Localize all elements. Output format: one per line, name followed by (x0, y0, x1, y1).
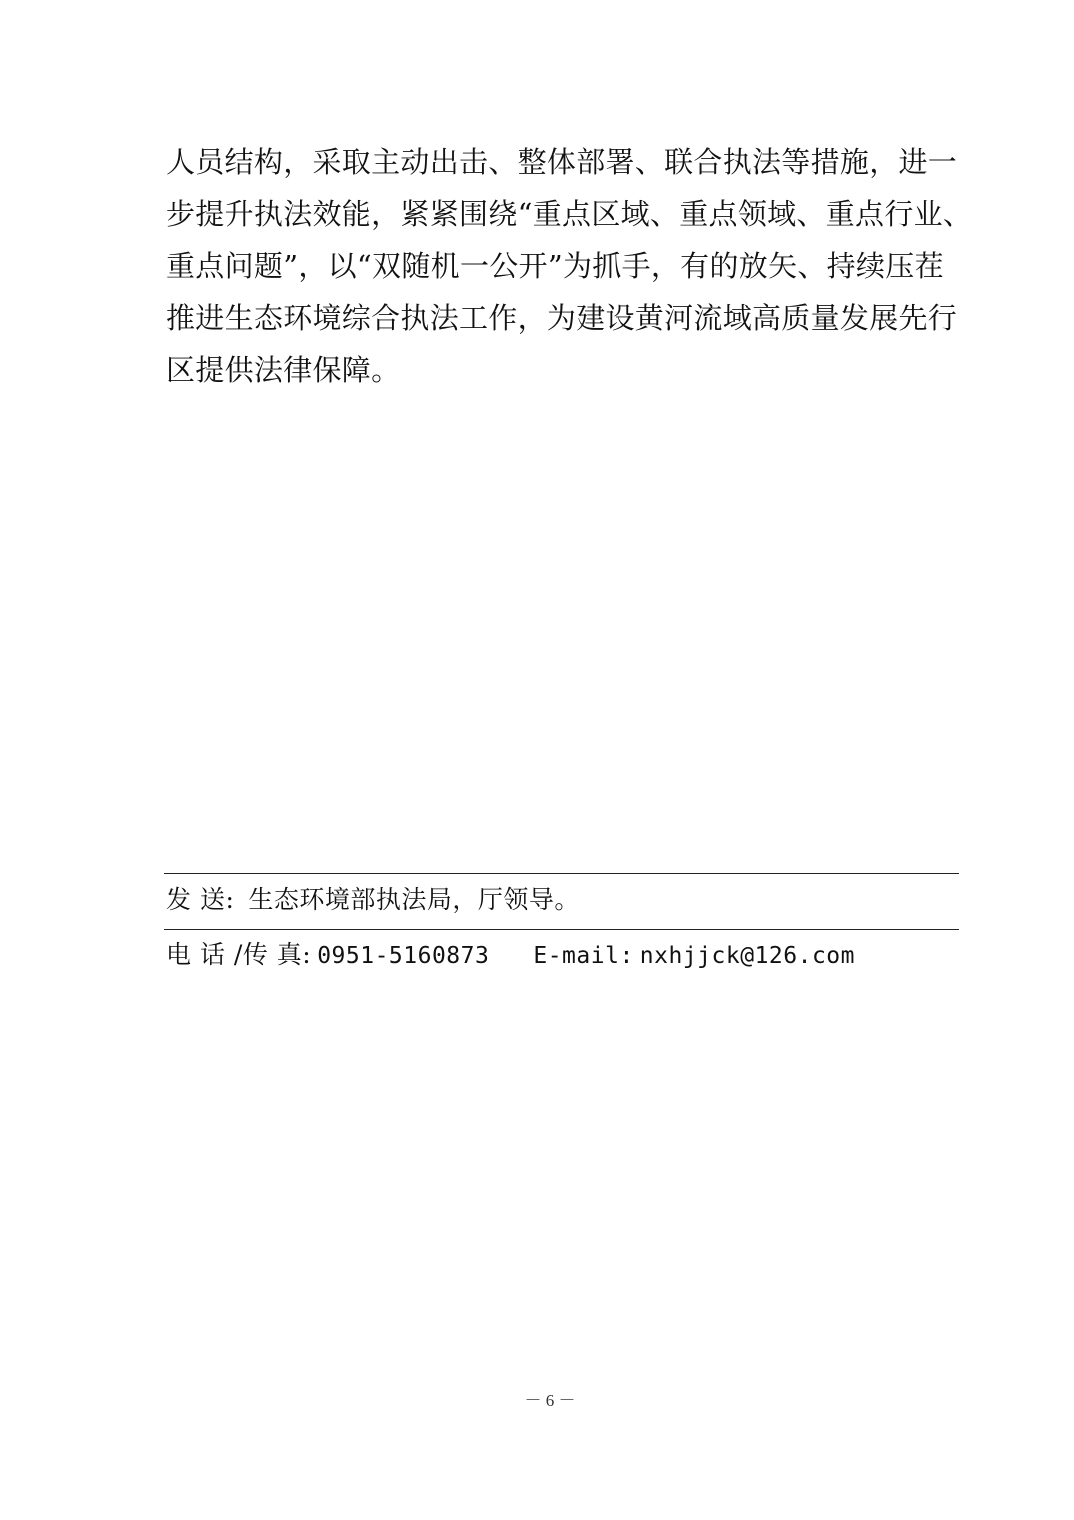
page-number: － 6 － (524, 1391, 576, 1410)
email-label: E-mail: (533, 943, 634, 969)
body-line-3: 重点问题”，以“双随机一公开”为抓手，有的放矢、持续压茬 (166, 249, 944, 283)
body-line-5: 区提供法律保障。 (166, 353, 401, 387)
body-line-4: 推进生态环境综合执法工作，为建设黄河流域高质量发展先行 (166, 301, 958, 335)
contact-line (166, 938, 855, 973)
footer-middle-rule (164, 929, 959, 930)
body-line-2: 步提升执法效能，紧紧围绕“重点区域、重点领域、重点行业、 (166, 197, 973, 231)
email-address: nxhjjck@126.com (639, 943, 856, 969)
send-to-recipients: 生态环境部执法局，厅领导。 (248, 885, 580, 914)
phone-fax-number: 0951-5160873 (317, 943, 490, 969)
body-line-1: 人员结构，采取主动出击、整体部署、联合执法等措施，进一 (166, 145, 958, 179)
footer-top-rule (164, 873, 959, 874)
body-paragraph (166, 136, 973, 396)
send-to-line (166, 883, 580, 917)
send-to-label: 发 送: (166, 885, 235, 914)
phone-fax-label: 电 话 /传 真: (166, 940, 312, 969)
